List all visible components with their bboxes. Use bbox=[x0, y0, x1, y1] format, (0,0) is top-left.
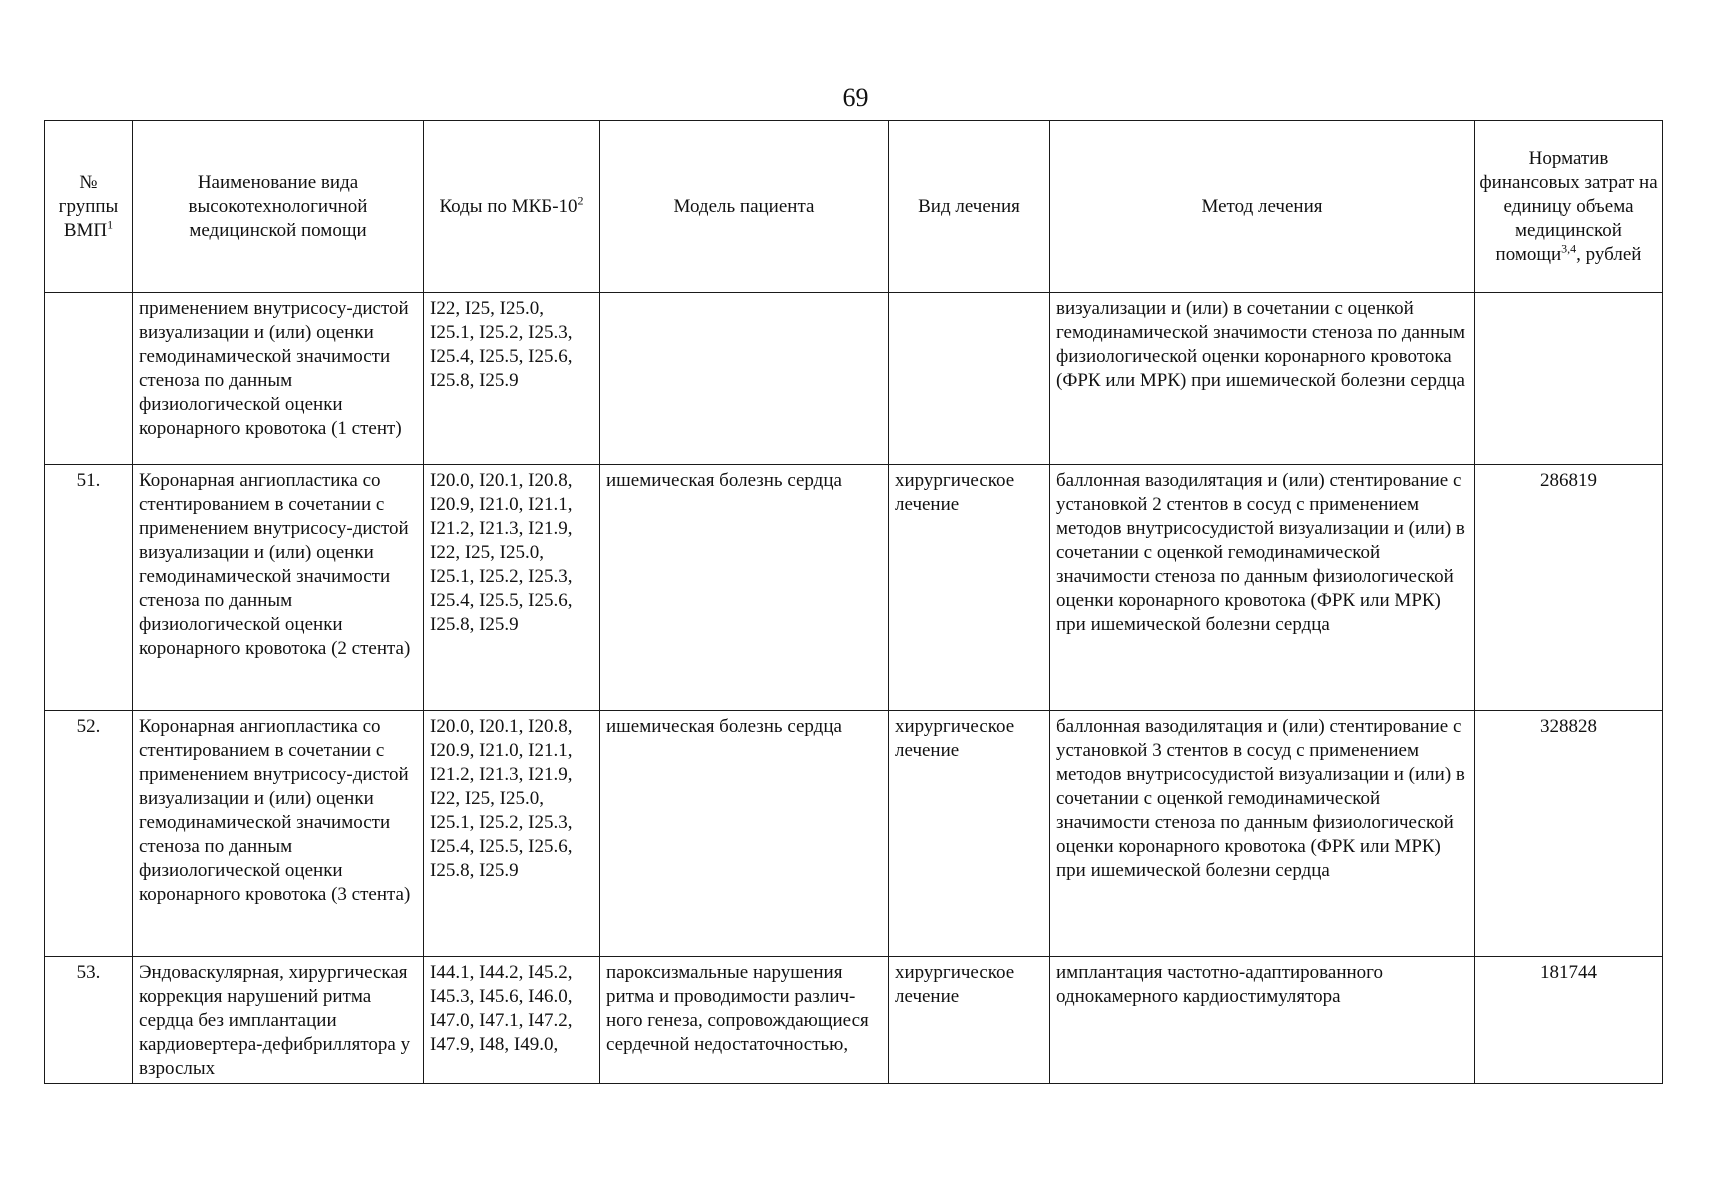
vmp-table bbox=[44, 120, 1663, 1084]
row-treatment-type bbox=[889, 293, 1050, 465]
header-row bbox=[45, 121, 1663, 293]
row-codes: I44.1, I44.2, I45.2, I45.3, I45.6, I46.0, I47.0, I47.1, I47.2, I47.9, I48, I49.0, bbox=[424, 957, 600, 1084]
row-patient-model bbox=[600, 293, 889, 465]
header-cost: Норматив финансовых затрат на единицу объема медицинской помощи$^{3,4}$, рублей bbox=[1475, 121, 1663, 293]
header-treatment-type: Вид лечения bbox=[889, 121, 1050, 293]
row-treatment-type: хирургическое лечение bbox=[889, 711, 1050, 957]
row-treatment-type: хирургическое лечение bbox=[889, 465, 1050, 711]
row-name: Коронарная ангиопластика со стентированием в сочетании с применением внутрисосу-дистой визуализации и (или) оценки гемодинамической значимости стеноза по данным физиологической оценки коронарного кровотока (2 стента) bbox=[133, 465, 424, 711]
row-patient-model: ишемическая болезнь сердца bbox=[600, 711, 889, 957]
row-method: визуализации и (или) в сочетании с оценкой гемодинамической значимости стеноза по данным физиологической оценки коронарного кровотока (ФРК или МРК) при ишемической болезни сердца bbox=[1050, 293, 1475, 465]
row-cost: 181744 bbox=[1475, 957, 1663, 1084]
row-cost: 328828 bbox=[1475, 711, 1663, 957]
row-patient-model: ишемическая болезнь сердца bbox=[600, 465, 889, 711]
row-number bbox=[45, 293, 133, 465]
row-patient-model: пароксизмальные нарушения ритма и проводимости различ-ного генеза, сопровождающиеся сердечной недостаточностью, bbox=[600, 957, 889, 1084]
page-number: 69 bbox=[842, 83, 869, 112]
row-method: баллонная вазодилятация и (или) стентирование с установкой 2 стентов в сосуд с применением методов внутрисосудистой визуализации и (или) в сочетании с оценкой гемодинамической значимости стеноза по данным физиологической оценки коронарного кровотока (ФРК или МРК) при ишемической болезни сердца bbox=[1050, 465, 1475, 711]
header-method: Метод лечения bbox=[1050, 121, 1475, 293]
table-row bbox=[45, 465, 1663, 711]
header-codes: Коды по МКБ-$10^2$ bbox=[424, 121, 600, 293]
header-group-no: № группы ВМП$^1$ bbox=[45, 121, 133, 293]
row-number: 52. bbox=[45, 711, 133, 957]
header-name: Наименование вида высокотехнологичной медицинской помощи bbox=[133, 121, 424, 293]
row-codes: I20.0, I20.1, I20.8, I20.9, I21.0, I21.1, I21.2, I21.3, I21.9, I22, I25, I25.0, I25.1, I25.2, I25.3, I25.4, I25.5, I25.6, I25.8, I25.9 bbox=[424, 465, 600, 711]
row-name: Эндоваскулярная, хирургическая коррекция нарушений ритма сердца без имплантации кардиовертера-дефибриллятора у взрослых bbox=[133, 957, 424, 1084]
row-method: баллонная вазодилятация и (или) стентирование с установкой 3 стентов в сосуд с применением методов внутрисосудистой визуализации и (или) в сочетании с оценкой гемодинамической значимости стеноза по данным физиологической оценки коронарного кровотока (ФРК или МРК) при ишемической болезни сердца bbox=[1050, 711, 1475, 957]
table-row bbox=[45, 711, 1663, 957]
row-codes: I20.0, I20.1, I20.8, I20.9, I21.0, I21.1, I21.2, I21.3, I21.9, I22, I25, I25.0, I25.1, I25.2, I25.3, I25.4, I25.5, I25.6, I25.8, I25.9 bbox=[424, 711, 600, 957]
row-cost bbox=[1475, 293, 1663, 465]
row-name: применением внутрисосу-дистой визуализации и (или) оценки гемодинамической значимости стеноза по данным физиологической оценки коронарного кровотока (1 стент) bbox=[133, 293, 424, 465]
row-codes: I22, I25, I25.0, I25.1, I25.2, I25.3, I25.4, I25.5, I25.6, I25.8, I25.9 bbox=[424, 293, 600, 465]
row-number: 53. bbox=[45, 957, 133, 1084]
row-treatment-type: хирургическое лечение bbox=[889, 957, 1050, 1084]
table-row bbox=[45, 957, 1663, 1084]
table-row bbox=[45, 293, 1663, 465]
header-patient-model: Модель пациента bbox=[600, 121, 889, 293]
row-number: 51. bbox=[45, 465, 133, 711]
row-method: имплантация частотно-адаптированного однокамерного кардиостимулятора bbox=[1050, 957, 1475, 1084]
row-name: Коронарная ангиопластика со стентированием в сочетании с применением внутрисосу-дистой визуализации и (или) оценки гемодинамической значимости стеноза по данным физиологической оценки коронарного кровотока (3 стента) bbox=[133, 711, 424, 957]
row-cost: 286819 bbox=[1475, 465, 1663, 711]
